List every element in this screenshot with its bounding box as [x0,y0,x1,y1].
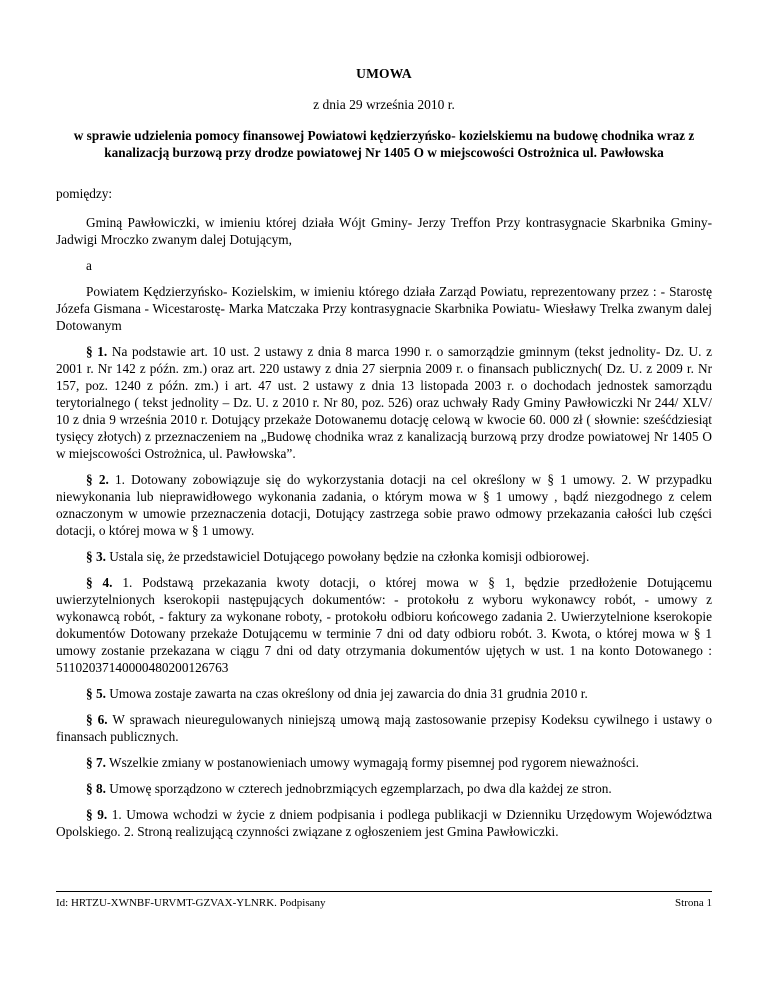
section-8 [56,780,712,797]
document-subject: w sprawie udzielenia pomocy finansowej Powiatowi kędzierzyńsko- kozielskiemu na budowę chodnika wraz z kanalizacją burzową przy drodze powiatowej Nr 1405 O w miejscowości Ostrożnica ul. Pawłowska [73,128,695,160]
section-label: § 2. [86,472,109,487]
section-text: Na podstawie art. 10 ust. 2 ustawy z dnia 8 marca 1990 r. o samorządzie gminnym (tekst jednolity- Dz. U. z 2001 r. Nr 142 z późn. zm.) oraz art. 220 ustawy z dnia 27 sierpnia 2009 r. o finansach publicznych( Dz. U. z 2009 r. Nr 157, poz. 1240 z późn. zm.) i art. 47 ust. 2 ustawy z dnia 13 listopada 2003 r. o dochodach jednostek samorządu terytorialnego ( tekst jednolity – Dz. U. z 2010 r. Nr 80, poz. 526) oraz uchwały Rady Gminy Pawłowiczki Nr 244/ XLV/ 10 z dnia 9 września 2010 r. Dotujący przekaże Dotowanemu dotację celową w kwocie 60. 000 zł ( słownie: sześćdziesiąt tysięcy złotych) z przeznaczeniem na „Budowę chodnika wraz z kanalizacją burzową przy drodze powiatowej Nr 1405 O w miejscowości Ostrożnica, ul. Pawłowska”. [56,344,712,461]
footer-document-id: Id: HRTZU-XWNBF-URVMT-GZVAX-YLNRK. Podpisany [56,897,326,909]
section-label: § 1. [86,344,108,359]
section-text: Umowę sporządzono w czterech jednobrzmiących egzemplarzach, po dwa dla każdej ze stron. [109,781,612,796]
section-text: 1. Dotowany zobowiązuje się do wykorzystania dotacji na cel określony w § 1 umowy. 2. W przypadku niewykonania lub nieprawidłowego wykonania zadania, o którym mowa w § 1 umowy , bądź niezgodnego z celem oznaczonym w umowie przeznaczenia dotacji, Dotujący zastrzega sobie prawo odmowy przekazania całości lub części dotacji, o której mowa w § 1 umowy. [56,472,712,538]
section-label: § 9. [86,807,108,822]
footer-divider [56,891,712,892]
footer-page-number: Strona 1 [675,897,712,909]
section-label: § 5. [86,686,106,701]
section-text: Ustala się, że przedstawiciel Dotującego powołany będzie na członka komisji odbiorowej. [109,549,590,564]
document-body [56,185,712,840]
section-label: § 7. [86,755,106,770]
party-2: Powiatem Kędzierzyńsko- Kozielskim, w imieniu którego działa Zarząd Powiatu, reprezentowany przez : - Starostę Józefa Gismana - Wicestarostę- Marka Matczaka Przy kontrasygnacie Skarbnika Powiatu- Wiesławy Trelka zwanym dalej Dotowanym [56,284,712,333]
section-label: § 4. [86,575,113,590]
section-text: Wszelkie zmiany w postanowieniach umowy wymagają formy pisemnej pod rygorem nieważności. [109,755,639,770]
section-9 [56,806,712,840]
section-4 [56,574,712,676]
party-1: Gminą Pawłowiczki, w imieniu której działa Wójt Gminy- Jerzy Treffon Przy kontrasygnacie Skarbnika Gminy- Jadwigi Mroczko zwanym dalej Dotującym, [56,215,712,247]
section-1 [56,343,712,462]
section-label: § 8. [86,781,106,796]
between-label: pomiędzy: [56,186,113,201]
section-3 [56,548,712,565]
section-label: § 3. [86,549,106,564]
section-5 [56,685,712,702]
document-title: UMOWA [356,66,412,81]
section-text: 1. Umowa wchodzi w życie z dniem podpisania i podlega publikacji w Dzienniku Urzędowym Województwa Opolskiego. 2. Stroną realizującą czynności związane z ogłoszeniem jest Gmina Pawłowiczki. [56,807,712,839]
section-7 [56,754,712,771]
section-2 [56,471,712,539]
section-text: Umowa zostaje zawarta na czas określony od dnia jej zawarcia do dnia 31 grudnia 2010 r. [109,686,588,701]
and-label: a [86,258,92,273]
section-text: W sprawach nieuregulowanych niniejszą umową mają zastosowanie przepisy Kodeksu cywilnego i ustawy o finansach publicznych. [56,712,712,744]
section-6 [56,711,712,745]
section-text: 1. Podstawą przekazania kwoty dotacji, o której mowa w § 1, będzie przedłożenie Dotującemu uwierzytelnionych kserokopii następujących dokumentów: - protokołu z wyboru wykonawcy robót, - umowy z wykonawcą robót, - faktury za wykonane roboty, - protokołu odbioru końcowego zadania 2. Uwierzytelnione kserokopie dokumentów Dotowany przekaże Dotującemu w terminie 7 dni od daty odbioru robót. 3. Kwota, o której mowa w § 1 umowy zostanie przekazana w ciągu 7 dni od daty otrzymania dokumentów ujętych w ust. 1 na konto Dotowanego : 51102037140000480200126763 [56,575,713,675]
document-date: z dnia 29 września 2010 r. [313,97,455,112]
section-label: § 6. [86,712,108,727]
